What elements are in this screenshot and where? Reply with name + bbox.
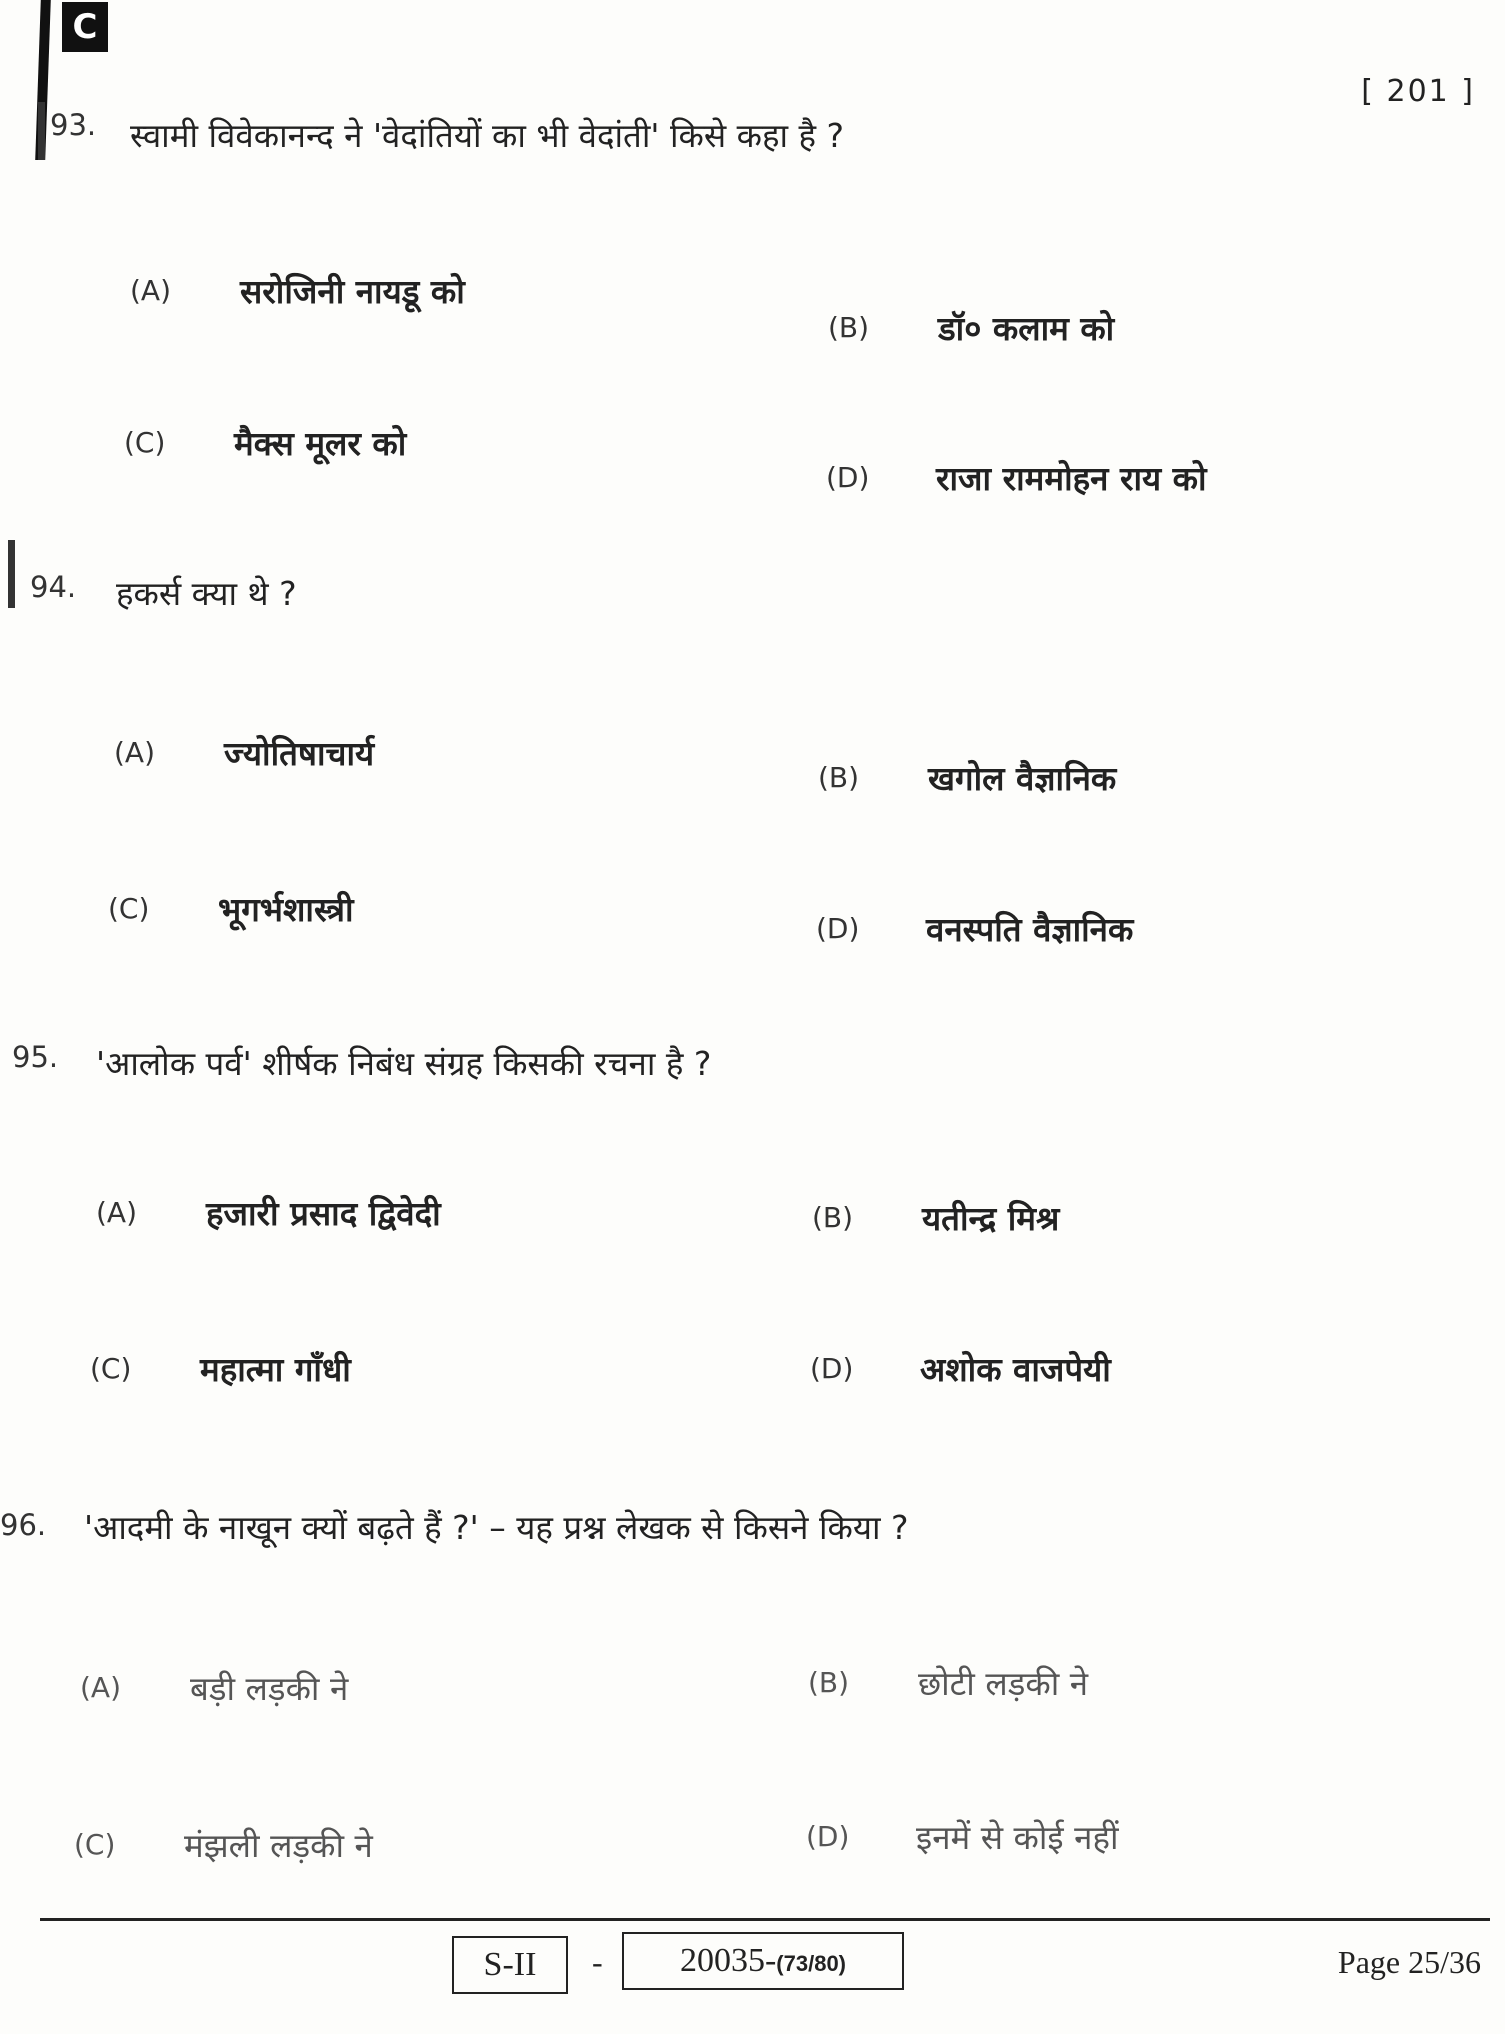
page-code: [ 201 ] [1361,74,1475,109]
option-label: (B) [808,1666,850,1699]
option-d [810,1346,1111,1391]
option-label: (A) [130,274,172,307]
margin-mark [38,102,45,160]
question-number: 95. [12,1040,59,1074]
option-text: डॉ० कलाम को [938,309,1115,348]
option-d [826,455,1207,500]
margin-mark [8,540,15,608]
option-c [124,420,406,465]
option-c [74,1822,373,1867]
option-label: (B) [818,761,860,794]
option-text: इनमें से कोई नहीं [916,1818,1119,1857]
option-text: सरोजिनी नायडू को [240,272,465,311]
option-label: (D) [826,461,870,494]
option-text: महात्मा गाँधी [200,1350,351,1389]
option-text: राजा राममोहन राय को [936,459,1207,498]
option-label: (A) [114,736,156,769]
option-text: अशोक वाजपेयी [920,1350,1111,1389]
option-a [96,1190,441,1235]
option-label: (B) [828,311,870,344]
question-number: 93. [50,108,97,142]
option-c [108,886,354,931]
option-text: मंझली लड़की ने [184,1826,373,1865]
question-text: हकर्स क्या थे ? [116,574,297,613]
option-text: यतीन्द्र मिश्र [922,1199,1060,1238]
option-label: (C) [108,892,150,925]
option-b [808,1660,1088,1705]
question-text: 'आलोक पर्व' शीर्षक निबंध संग्रह किसकी रचना है ? [96,1044,712,1083]
option-text: बड़ी लड़की ने [190,1669,349,1708]
question-number: 94. [30,570,77,604]
option-label: (D) [816,912,860,945]
option-b [818,755,1116,800]
series-code: S-II [483,1946,537,1983]
option-label: (C) [74,1828,116,1861]
option-text: हजारी प्रसाद द्विवेदी [206,1194,441,1233]
option-text: मैक्स मूलर को [234,424,407,463]
question-number: 96. [0,1508,47,1542]
option-text: ज्योतिषाचार्य [224,734,375,773]
option-label: (A) [80,1671,122,1704]
option-d [806,1814,1119,1859]
option-b [828,305,1114,350]
option-label: (B) [812,1201,854,1234]
option-a [130,268,465,313]
option-label: (D) [806,1820,850,1853]
option-text: भूगर्भशास्त्री [218,890,354,929]
option-b [812,1195,1059,1240]
paper-code-sub: (73/80) [776,1951,847,1976]
option-label: (D) [810,1352,854,1385]
option-label: (C) [124,426,166,459]
paper-code: 20035- [679,1942,777,1979]
footer-divider [40,1918,1490,1921]
option-a [114,730,374,775]
option-d [816,906,1133,951]
footer-separator: - [592,1944,603,1980]
option-a [80,1665,348,1710]
question-text: 'आदमी के नाखून क्यों बढ़ते हैं ?' – यह प्रश्न लेखक से किसने किया ? [84,1508,909,1547]
question-text: स्वामी विवेकानन्द ने 'वेदांतियों का भी वेदांती' किसे कहा है ? [130,116,845,155]
option-label: (A) [96,1196,138,1229]
option-label: (C) [90,1352,132,1385]
option-c [90,1346,351,1391]
option-text: वनस्पति वैज्ञानिक [926,910,1134,949]
page-number: Page 25/36 [1337,1944,1481,1980]
option-text: खगोल वैज्ञानिक [928,759,1117,798]
corner-badge: C [62,2,108,52]
option-text: छोटी लड़की ने [918,1664,1089,1703]
series-box [452,1936,568,1994]
paper-code-box [622,1932,904,1990]
